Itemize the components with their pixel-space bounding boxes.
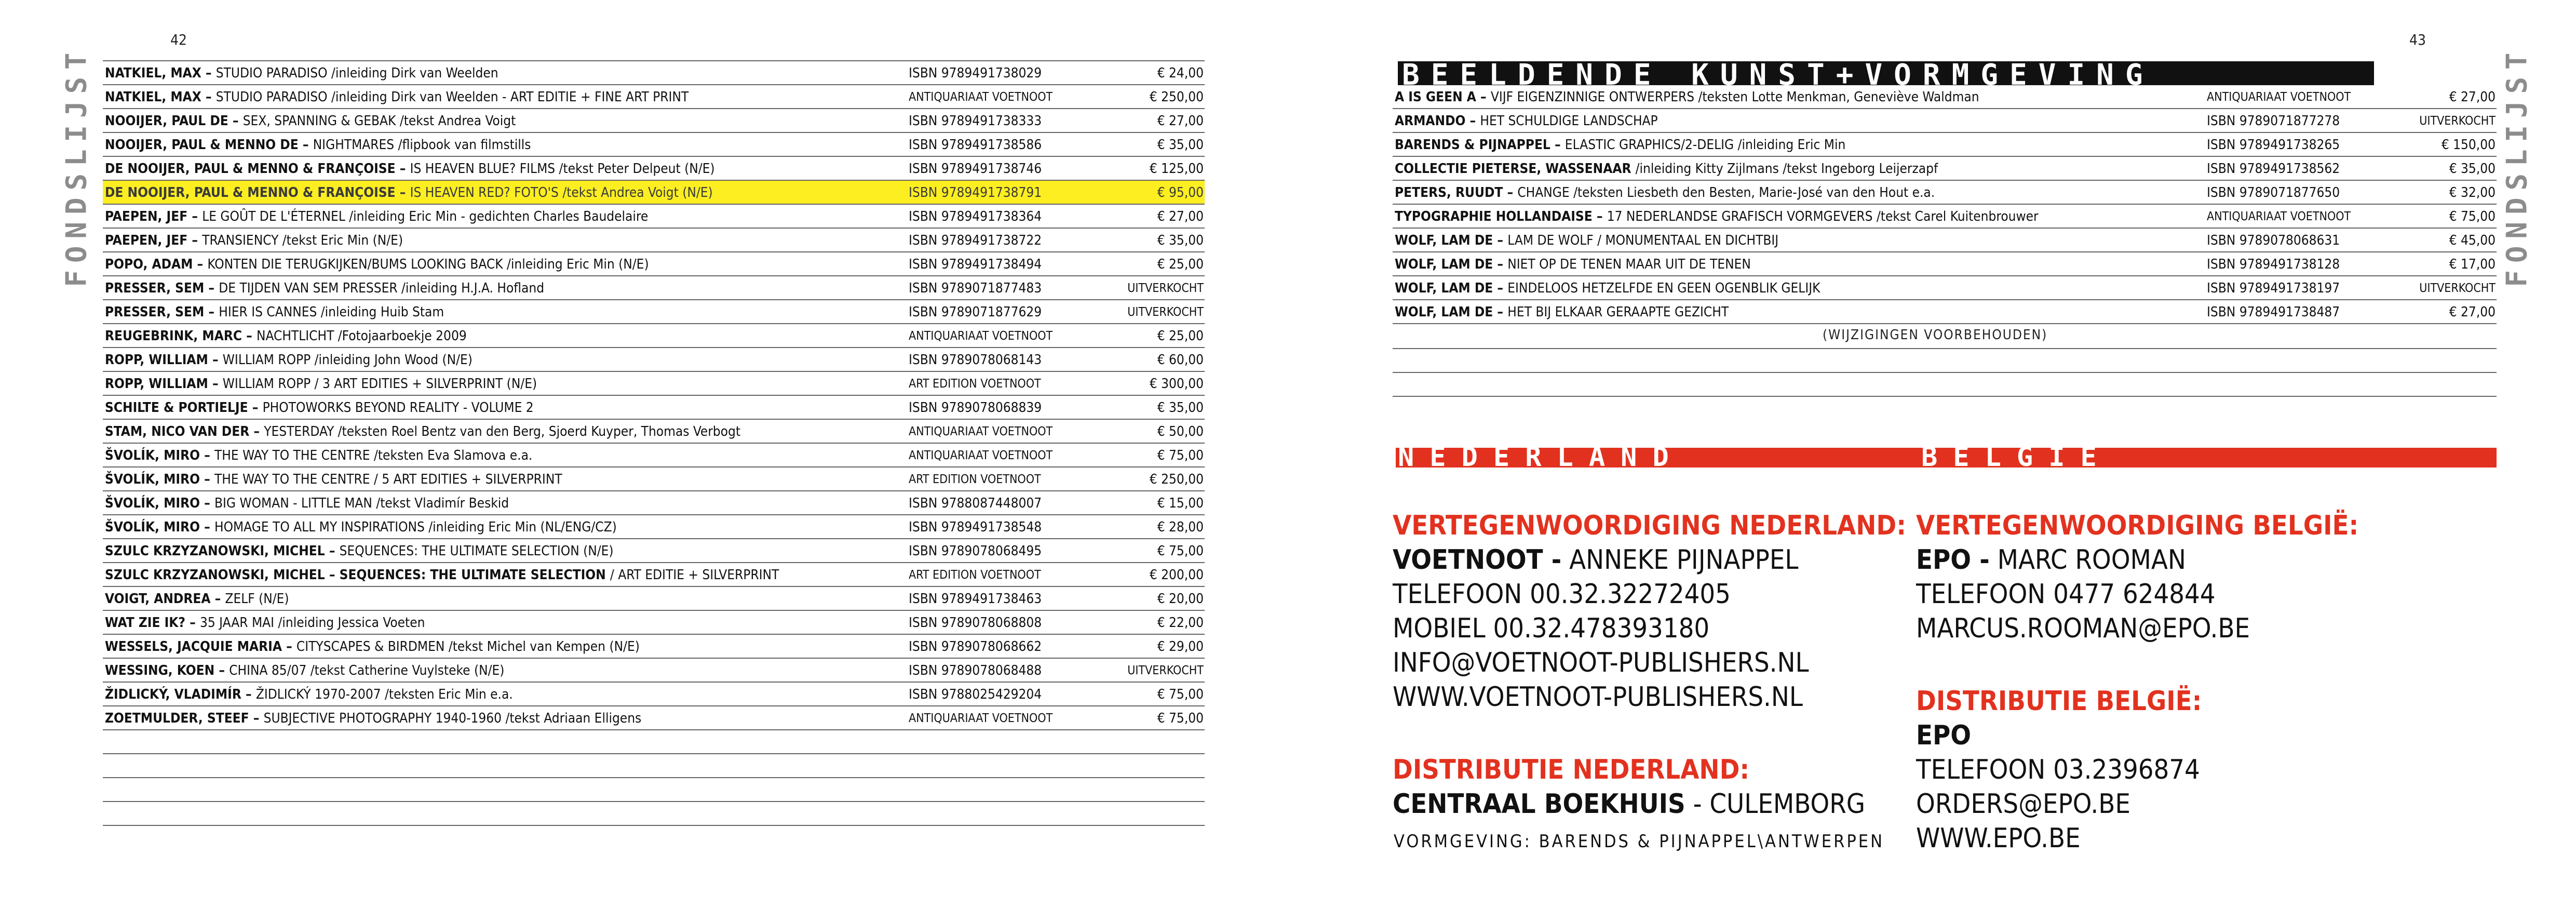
price-cell: € 300,00 <box>1149 376 1204 392</box>
title-bold: POPO, ADAM – <box>105 257 208 272</box>
design-credit: VORMGEVING: BARENDS & PIJNAPPEL\ANTWERPEN <box>1394 831 1884 852</box>
title-bold: TYPOGRAPHIE HOLLANDAISE – <box>1395 209 1607 224</box>
price-cell: UITVERKOCHT <box>2419 114 2496 128</box>
isbn-cell: ISBN 9789071877483 <box>909 281 1042 296</box>
price-cell: € 27,00 <box>2449 89 2496 105</box>
price-cell: € 20,00 <box>1157 591 1204 607</box>
price-cell: € 75,00 <box>1157 543 1204 559</box>
isbn-cell: ISBN 9789491738791 <box>909 185 1042 201</box>
isbn-cell: ISBN 9788087448007 <box>909 496 1042 511</box>
table-row <box>103 683 1205 706</box>
price-cell: € 75,00 <box>1157 448 1204 463</box>
title-cell <box>105 205 648 229</box>
nl-distributor: CENTRAAL BOEKHUIS - CULEMBORG <box>1393 789 1866 820</box>
price-cell: € 95,00 <box>1157 185 1204 201</box>
title-detail: ŽIDLICKÝ 1970-2007 /teksten Eric Min e.a. <box>255 687 513 702</box>
empty-row <box>1393 373 2497 397</box>
price-cell: € 75,00 <box>2449 209 2496 224</box>
price-cell: € 27,00 <box>1157 113 1204 129</box>
title-bold: WAT ZIE IK? – <box>105 615 200 631</box>
nl-phone[interactable]: TELEFOON 00.32.32272405 <box>1393 579 1731 610</box>
title-bold: DE NOOIJER, PAUL & MENNO & FRANÇOISE – <box>105 161 410 177</box>
title-cell <box>105 491 509 515</box>
title-bold: WOLF, LAM DE – <box>1395 257 1508 272</box>
title-detail: TRANSIENCY /tekst Eric Min (N/E) <box>202 233 403 248</box>
price-cell: € 60,00 <box>1157 352 1204 368</box>
isbn-cell: ISBN 9789491738722 <box>909 233 1042 248</box>
isbn-cell: ANTIQUARIAAT VOETNOOT <box>909 425 1053 438</box>
table-row <box>1393 85 2497 109</box>
table-row <box>103 133 1205 157</box>
title-detail: ELASTIC GRAPHICS/2-DELIG /inleiding Eric Min <box>1565 137 1846 153</box>
table-row <box>103 157 1205 181</box>
table-row <box>103 205 1205 229</box>
table-row <box>103 659 1205 683</box>
title-cell <box>1395 229 1778 252</box>
price-cell: UITVERKOCHT <box>1127 282 1204 295</box>
table-row <box>103 396 1205 420</box>
title-detail: NACHTLICHT /Fotojaarboekje 2009 <box>256 328 467 344</box>
title-cell <box>1395 276 1820 300</box>
nl-mobile[interactable]: MOBIEL 00.32.478393180 <box>1393 613 1710 644</box>
title-detail: VIJF EIGENZINNIGE ONTWERPERS /teksten Lotte Menkman, Geneviève Waldman <box>1490 89 1979 105</box>
title-detail: EINDELOOS HETZELFDE EN GEEN OGENBLIK GELIJK <box>1507 281 1820 296</box>
table-row <box>103 515 1205 539</box>
nl-distribution-title: DISTRIBUTIE NEDERLAND: <box>1393 754 1750 785</box>
isbn-cell: ISBN 9789078068495 <box>909 543 1042 559</box>
page-number-right: 43 <box>2409 31 2426 48</box>
isbn-cell: ISBN 9789491738494 <box>909 257 1042 272</box>
price-cell: UITVERKOCHT <box>1127 664 1204 677</box>
price-cell: € 28,00 <box>1157 519 1204 535</box>
banner-nederland: NEDERLAND <box>1398 442 1684 473</box>
title-cell <box>105 157 715 181</box>
title-cell <box>105 659 504 683</box>
title-cell <box>105 635 640 659</box>
isbn-cell: ISBN 9789078068631 <box>2207 233 2340 248</box>
isbn-cell: ART EDITION VOETNOOT <box>909 377 1041 391</box>
title-bold: SCHILTE & PORTIELJE – <box>105 400 263 416</box>
title-bold: A IS GEEN A – <box>1395 89 1491 105</box>
price-cell: € 35,00 <box>1157 233 1204 248</box>
table-row <box>103 635 1205 659</box>
nl-website-link[interactable]: WWW.VOETNOOT-PUBLISHERS.NL <box>1393 682 1803 713</box>
isbn-cell: ANTIQUARIAAT VOETNOOT <box>909 90 1053 104</box>
price-cell: € 25,00 <box>1157 257 1204 272</box>
price-cell: € 29,00 <box>1157 639 1204 655</box>
title-bold: WOLF, LAM DE – <box>1395 304 1508 320</box>
title-cell <box>1395 109 1658 133</box>
title-cell <box>105 587 289 611</box>
title-bold: ŽIDLICKÝ, VLADIMÍR – <box>105 687 256 702</box>
table-row <box>103 229 1205 252</box>
page-number-left: 42 <box>170 31 187 48</box>
catalog-table-left <box>103 60 1205 826</box>
table-row <box>103 61 1205 85</box>
isbn-cell: ISBN 9789078068839 <box>909 400 1042 416</box>
title-cell <box>105 611 425 635</box>
table-row <box>103 324 1205 348</box>
isbn-cell: ISBN 9789071877629 <box>909 304 1042 320</box>
title-detail: IS HEAVEN RED? FOTO'S /tekst Andrea Voigt (N/E) <box>410 185 713 201</box>
title-cell <box>105 563 779 587</box>
title-bold: ŠVOLÍK, MIRO – <box>105 472 214 487</box>
title-detail: CITYSCAPES & BIRDMEN /tekst Michel van Kempen (N/E) <box>296 639 640 655</box>
title-cell <box>105 706 641 730</box>
title-cell <box>105 109 516 133</box>
title-bold: SZULC KRZYZANOWSKI, MICHEL – SEQUENCES: THE ULTIMATE SELECTION <box>105 567 610 583</box>
table-row <box>1393 157 2497 181</box>
price-cell: € 45,00 <box>2449 233 2496 248</box>
title-cell <box>1395 300 1729 324</box>
title-bold: ZOETMULDER, STEEF – <box>105 711 264 726</box>
isbn-cell: ISBN 9789491738562 <box>2207 161 2340 177</box>
title-cell <box>105 276 544 300</box>
price-cell: € 25,00 <box>1157 328 1204 344</box>
empty-row <box>103 754 1205 778</box>
title-cell <box>105 324 467 348</box>
price-cell: € 150,00 <box>2441 137 2496 153</box>
table-row <box>103 348 1205 372</box>
title-detail: /inleiding Kitty Zijlmans /tekst Ingeborg Leijerzapf <box>1635 161 1938 177</box>
title-detail: STUDIO PARADISO /inleiding Dirk van Weelden - ART EDITIE + FINE ART PRINT <box>215 89 689 105</box>
isbn-cell: ISBN 9789491738746 <box>909 161 1042 177</box>
title-bold: BARENDS & PIJNAPPEL – <box>1395 137 1565 153</box>
title-cell <box>105 61 498 85</box>
changes-note: (WIJZIGINGEN VOORBEHOUDEN) <box>1823 327 2048 343</box>
title-detail: IS HEAVEN BLUE? FILMS /tekst Peter Delpeut (N/E) <box>410 161 715 177</box>
title-bold: NOOIJER, PAUL DE – <box>105 113 243 129</box>
be-distributor: EPO <box>1916 720 1972 751</box>
isbn-cell: ISBN 9789078068808 <box>909 615 1042 631</box>
title-cell <box>105 252 649 276</box>
table-row <box>1393 229 2497 252</box>
title-cell <box>105 420 740 444</box>
title-cell <box>105 133 531 157</box>
title-detail: HET SCHULDIGE LANDSCHAP <box>1480 113 1658 129</box>
price-cell: € 35,00 <box>1157 137 1204 153</box>
price-cell: € 75,00 <box>1157 711 1204 726</box>
table-row <box>103 252 1205 276</box>
table-row <box>1393 252 2497 276</box>
title-detail: HIER IS CANNES /inleiding Huib Stam <box>219 304 444 320</box>
price-cell: € 125,00 <box>1149 161 1204 177</box>
table-row <box>103 372 1205 396</box>
isbn-cell: ART EDITION VOETNOOT <box>909 473 1041 486</box>
be-distribution-phone[interactable]: TELEFOON 03.2396874 <box>1916 754 2200 785</box>
title-bold: PAEPEN, JEF – <box>105 209 203 224</box>
table-row <box>103 563 1205 587</box>
title-cell <box>105 444 532 468</box>
table-row <box>103 539 1205 563</box>
section-header: BEELDENDE KUNST+VORMGEVING <box>1402 58 2154 92</box>
price-cell: € 50,00 <box>1157 424 1204 439</box>
isbn-cell: ISBN 9789078068488 <box>909 663 1042 678</box>
title-bold: PAEPEN, JEF – <box>105 233 203 248</box>
table-row <box>103 611 1205 635</box>
table-row <box>1393 300 2497 324</box>
table-row <box>1393 205 2497 229</box>
title-cell <box>105 300 444 324</box>
title-bold: STAM, NICO VAN DER – <box>105 424 264 439</box>
title-bold: PRESSER, SEM – <box>105 304 219 320</box>
table-row <box>103 181 1205 205</box>
isbn-cell: ISBN 9789491738364 <box>909 209 1042 224</box>
title-bold: SZULC KRZYZANOWSKI, MICHEL – <box>105 543 340 559</box>
isbn-cell: ANTIQUARIAAT VOETNOOT <box>2207 90 2351 104</box>
title-cell <box>105 348 473 372</box>
isbn-cell: ISBN 9789491738197 <box>2207 281 2340 296</box>
title-bold: ROPP, WILLIAM – <box>105 352 223 368</box>
banner-belgie: BELGIE <box>1921 442 2112 473</box>
nl-email-link[interactable]: INFO@VOETNOOT-PUBLISHERS.NL <box>1393 647 1809 678</box>
title-detail: SUBJECTIVE PHOTOGRAPHY 1940-1960 /tekst Adriaan Elligens <box>263 711 642 726</box>
isbn-cell: ISBN 9789491738463 <box>909 591 1042 607</box>
title-detail: HET BIJ ELKAAR GERAAPTE GEZICHT <box>1507 304 1729 320</box>
isbn-cell: ISBN 9789491738487 <box>2207 304 2340 320</box>
title-cell <box>105 539 614 563</box>
title-cell <box>1395 252 1751 276</box>
title-bold: ROPP, WILLIAM – <box>105 376 223 392</box>
title-bold: ŠVOLÍK, MIRO – <box>105 448 214 463</box>
title-detail: HOMAGE TO ALL MY INSPIRATIONS /inleiding Eric Min (NL/ENG/CZ) <box>214 519 617 535</box>
price-cell: € 250,00 <box>1149 89 1204 105</box>
title-detail: DE TIJDEN VAN SEM PRESSER /inleiding H.J.A. Hofland <box>219 281 545 296</box>
title-detail: PHOTOWORKS BEYOND REALITY - VOLUME 2 <box>262 400 534 416</box>
title-cell <box>1395 157 1938 181</box>
price-cell: UITVERKOCHT <box>2419 282 2496 295</box>
isbn-cell: ISBN 9789078068662 <box>909 639 1042 655</box>
title-detail: SEX, SPANNING & GEBAK /tekst Andrea Voigt <box>242 113 516 129</box>
price-cell: € 75,00 <box>1157 687 1204 702</box>
title-detail: YESTERDAY /teksten Roel Bentz van den Berg, Sjoerd Kuyper, Thomas Verbogt <box>264 424 740 439</box>
title-detail: WILLIAM ROPP / 3 ART EDITIES + SILVERPRINT (N/E) <box>222 376 537 392</box>
title-detail: STUDIO PARADISO /inleiding Dirk van Weelden <box>215 65 498 81</box>
price-cell: € 200,00 <box>1149 567 1204 583</box>
price-cell: € 22,00 <box>1157 615 1204 631</box>
table-row <box>103 109 1205 133</box>
be-distribution-title: DISTRIBUTIE BELGIË: <box>1916 686 2202 717</box>
empty-row <box>103 730 1205 754</box>
empty-row <box>103 802 1205 826</box>
table-row <box>103 276 1205 300</box>
title-detail: 17 NEDERLANDSE GRAFISCH VORMGEVERS /tekst Carel Kuitenbrouwer <box>1607 209 2039 224</box>
title-detail: THE WAY TO THE CENTRE / 5 ART EDITIES + SILVERPRINT <box>214 472 562 487</box>
title-bold: NATKIEL, MAX – <box>105 89 216 105</box>
isbn-cell: ISBN 9789071877650 <box>2207 185 2340 201</box>
title-bold: WESSING, KOEN – <box>105 663 230 678</box>
table-row <box>1393 276 2497 300</box>
be-representation-title: VERTEGENWOORDIGING BELGIË: <box>1916 510 2359 541</box>
nl-representative: VOETNOOT - ANNEKE PIJNAPPEL <box>1393 544 1799 576</box>
title-detail: ZELF (N/E) <box>225 591 289 607</box>
title-cell <box>105 515 617 539</box>
be-distribution-email-link[interactable]: ORDERS@EPO.BE <box>1916 789 2130 820</box>
title-cell <box>105 229 403 252</box>
table-row <box>103 587 1205 611</box>
table-row <box>1393 133 2497 157</box>
side-label-left: FONDSLIJST <box>60 45 93 287</box>
price-cell: € 35,00 <box>1157 400 1204 416</box>
title-cell <box>105 181 713 205</box>
table-row <box>1393 109 2497 133</box>
title-bold: PRESSER, SEM – <box>105 281 219 296</box>
price-cell: UITVERKOCHT <box>1127 305 1204 319</box>
title-bold: WOLF, LAM DE – <box>1395 281 1508 296</box>
isbn-cell: ANTIQUARIAAT VOETNOOT <box>909 449 1053 462</box>
isbn-cell: ISBN 9789491738265 <box>2207 137 2340 153</box>
table-row <box>1393 181 2497 205</box>
table-row <box>103 444 1205 468</box>
price-cell: € 27,00 <box>2449 304 2496 320</box>
title-bold: NOOIJER, PAUL & MENNO DE – <box>105 137 313 153</box>
price-cell: € 27,00 <box>1157 209 1204 224</box>
price-cell: € 250,00 <box>1149 472 1204 487</box>
title-bold: ŠVOLÍK, MIRO – <box>105 519 214 535</box>
isbn-cell: ISBN 9789491738333 <box>909 113 1042 129</box>
title-cell <box>105 468 562 491</box>
title-bold: PETERS, RUUDT – <box>1395 185 1518 201</box>
isbn-cell: ISBN 9789491738548 <box>909 519 1042 535</box>
price-cell: € 35,00 <box>2449 161 2496 177</box>
side-label-right: FONDSLIJST <box>2500 45 2533 287</box>
title-bold: NATKIEL, MAX – <box>105 65 216 81</box>
isbn-cell: ISBN 9789071877278 <box>2207 113 2340 129</box>
title-detail: LAM DE WOLF / MONUMENTAAL EN DICHTBIJ <box>1507 233 1779 248</box>
isbn-cell: ISBN 9789491738586 <box>909 137 1042 153</box>
title-detail: KONTEN DIE TERUGKIJKEN/BUMS LOOKING BACK /inleiding Eric Min (N/E) <box>207 257 649 272</box>
title-cell <box>1395 133 1845 157</box>
isbn-cell: ANTIQUARIAAT VOETNOOT <box>909 712 1053 725</box>
title-detail: SEQUENCES: THE ULTIMATE SELECTION (N/E) <box>339 543 614 559</box>
empty-row <box>1393 349 2497 373</box>
title-detail: LE GOÛT DE L'ÉTERNEL /inleiding Eric Min - gedichten Charles Baudelaire <box>202 209 649 224</box>
catalog-table-right <box>1393 85 2497 397</box>
isbn-cell: ANTIQUARIAAT VOETNOOT <box>2207 210 2351 223</box>
title-cell <box>105 396 534 420</box>
price-cell: € 15,00 <box>1157 496 1204 511</box>
title-bold: WESSELS, JACQUIE MARIA – <box>105 639 296 655</box>
title-detail: CHINA 85/07 /tekst Catherine Vuylsteke (N/E) <box>229 663 505 678</box>
price-cell: € 24,00 <box>1157 65 1204 81</box>
title-detail: NIET OP DE TENEN MAAR UIT DE TENEN <box>1507 257 1751 272</box>
title-bold: DE NOOIJER, PAUL & MENNO & FRANÇOISE – <box>105 185 410 201</box>
title-cell <box>105 85 689 109</box>
table-row <box>103 85 1205 109</box>
title-bold: REUGEBRINK, MARC – <box>105 328 257 344</box>
be-distribution-website-link[interactable]: WWW.EPO.BE <box>1916 823 2081 854</box>
be-representative: EPO - MARC ROOMAN <box>1916 544 2186 576</box>
nl-representation-title: VERTEGENWOORDIGING NEDERLAND: <box>1393 510 1906 541</box>
be-phone[interactable]: TELEFOON 0477 624844 <box>1916 579 2216 610</box>
price-cell: € 17,00 <box>2449 257 2496 272</box>
title-bold: WOLF, LAM DE – <box>1395 233 1508 248</box>
title-detail: NIGHTMARES /flipbook van filmstills <box>313 137 531 153</box>
be-email-link[interactable]: MARCUS.ROOMAN@EPO.BE <box>1916 613 2250 644</box>
title-detail: CHANGE /teksten Liesbeth den Besten, Marie-José van den Hout e.a. <box>1517 185 1935 201</box>
title-detail: THE WAY TO THE CENTRE /teksten Eva Slamova e.a. <box>214 448 533 463</box>
title-detail: WILLIAM ROPP /inleiding John Wood (N/E) <box>222 352 473 368</box>
title-bold: COLLECTIE PIETERSE, WASSENAAR <box>1395 161 1636 177</box>
title-detail: BIG WOMAN - LITTLE MAN /tekst Vladimír Beskid <box>214 496 509 511</box>
title-cell <box>105 372 537 396</box>
isbn-cell: ISBN 9788025429204 <box>909 687 1042 702</box>
table-row <box>103 300 1205 324</box>
isbn-cell: ISBN 9789078068143 <box>909 352 1042 368</box>
title-bold: VOIGT, ANDREA – <box>105 591 225 607</box>
title-detail: 35 JAAR MAI /inleiding Jessica Voeten <box>199 615 425 631</box>
table-row <box>103 491 1205 515</box>
table-row <box>103 420 1205 444</box>
title-cell <box>1395 85 1979 109</box>
title-cell <box>1395 181 1935 205</box>
title-bold: ARMANDO – <box>1395 113 1480 129</box>
isbn-cell: ISBN 9789491738029 <box>909 65 1042 81</box>
title-bold: ŠVOLÍK, MIRO – <box>105 496 214 511</box>
empty-row <box>103 778 1205 802</box>
isbn-cell: ANTIQUARIAAT VOETNOOT <box>909 329 1053 343</box>
table-row <box>103 706 1205 730</box>
title-cell <box>1395 205 2039 229</box>
isbn-cell: ART EDITION VOETNOOT <box>909 568 1041 582</box>
isbn-cell: ISBN 9789491738128 <box>2207 257 2340 272</box>
title-cell <box>105 683 513 706</box>
title-detail: / ART EDITIE + SILVERPRINT <box>610 567 779 583</box>
price-cell: € 32,00 <box>2449 185 2496 201</box>
table-row <box>103 468 1205 491</box>
